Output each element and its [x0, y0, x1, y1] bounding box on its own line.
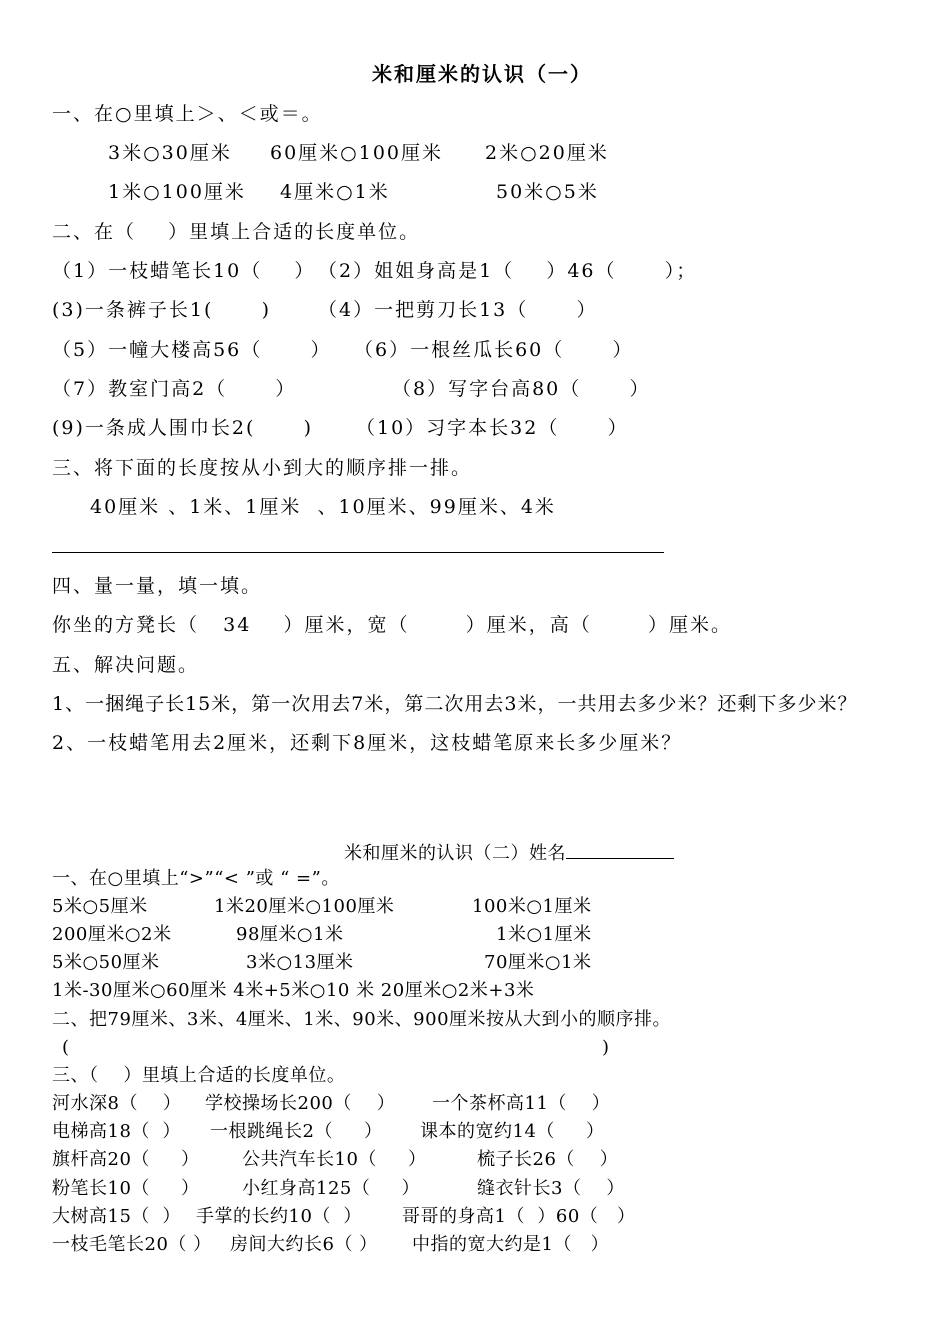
section-2-heading: 二、在（ ）里填上合适的长度单位。	[52, 221, 421, 243]
unit-question: （7）教室门高2（ ）	[52, 378, 297, 400]
worksheet-2-title-text: 米和厘米的认识（二）姓名	[344, 843, 566, 864]
measure-question: 你坐的方凳长（ 34 ）厘米，宽（ ）厘米，高（ ）厘米。	[52, 614, 733, 636]
unit-question: （6）一根丝瓜长60（ ）	[354, 339, 634, 361]
unit-question: 一根跳绳长2（ ）	[210, 1121, 383, 1142]
compare-item: 200厘米○2米	[52, 924, 172, 945]
unit-question: 河水深8（ ）	[52, 1093, 182, 1114]
word-problem: 2、一枝蜡笔用去2厘米，还剩下8厘米，这枝蜡笔原来长多少厘米？	[52, 732, 683, 754]
worksheet-2-title	[344, 840, 674, 865]
answer-open-paren: (	[62, 1037, 70, 1058]
unit-question: （10）习字本长32（ ）	[356, 417, 629, 439]
unit-question: （4）一把剪刀长13（ ）	[318, 299, 598, 321]
unit-question: 梳子长26（ ）	[477, 1149, 619, 1170]
compare-item: 50米○5米	[496, 181, 599, 203]
compare-item: 3米○30厘米	[108, 142, 232, 164]
answer-close-paren: )	[602, 1037, 610, 1058]
compare-item: 5米○5厘米	[52, 896, 148, 917]
compare-item: 5米○50厘米	[52, 952, 160, 973]
unit-question: （5）一幢大楼高56（ ）	[52, 339, 332, 361]
name-blank[interactable]	[566, 840, 674, 859]
compare-item: 2米○20厘米	[485, 142, 609, 164]
compare-item: 98厘米○1米	[236, 924, 344, 945]
unit-question: 学校操场长200（ ）	[205, 1093, 396, 1114]
unit-question: 课本的宽约14（ ）	[420, 1121, 605, 1142]
unit-question: 旗杆高20（ ）	[52, 1149, 200, 1170]
unit-question: 一个茶杯高11（ ）	[432, 1093, 611, 1114]
unit-question: 缝衣针长3（ ）	[477, 1178, 625, 1199]
answer-line[interactable]	[52, 552, 664, 553]
section-4-heading: 四、量一量，填一填。	[52, 575, 263, 597]
unit-question: 房间大约长6（ ）	[230, 1234, 378, 1255]
compare-item: 1米20厘米○100厘米	[214, 896, 395, 917]
section-1-heading: 一、在○里填上＞、＜或＝。	[52, 103, 323, 125]
compare-item: 70厘米○1米	[484, 952, 592, 973]
compare-item: 100米○1厘米	[472, 896, 592, 917]
word-problem: 1、一捆绳子长15米，第一次用去7米，第二次用去3米，一共用去多少米？还剩下多少米？	[52, 693, 858, 715]
section-3-heading: 三、（ ）里填上合适的长度单位。	[52, 1065, 346, 1086]
section-2-heading: 二、把79厘米、3米、4厘米、1米、90米、900厘米按从大到小的顺序排。	[52, 1009, 672, 1030]
unit-question: （1）一枝蜡笔长10（ ）	[52, 260, 316, 282]
section-1-heading: 一、在○里填上“>”“< ”或 “ =”。	[52, 868, 340, 889]
compare-item: 4厘米○1米	[280, 181, 390, 203]
length-list: 40厘米 、1米、1厘米 、10厘米、99厘米、4米	[90, 496, 556, 518]
unit-question: (3)一条裤子长1( )	[52, 299, 272, 321]
unit-question: 公共汽车长10（ ）	[242, 1149, 427, 1170]
unit-question: 电梯高18（ ）	[52, 1121, 181, 1142]
worksheet-1-title: 米和厘米的认识（一）	[372, 62, 592, 86]
unit-question: 粉笔长10（ ）	[52, 1178, 200, 1199]
compare-item: 1米○100厘米	[108, 181, 246, 203]
unit-question: （2）姐姐身高是1（ ）46（ ）；	[318, 260, 698, 282]
unit-question: （8）写字台高80（ ）	[392, 378, 651, 400]
unit-question: 手掌的长约10（ ）	[196, 1206, 362, 1227]
unit-question: 哥哥的身高1（ ）60（ ）	[402, 1206, 636, 1227]
compare-item: 60厘米○100厘米	[270, 142, 444, 164]
compare-item: 1米○1厘米	[496, 924, 592, 945]
unit-question: (9)一条成人围巾长2( )	[52, 417, 314, 439]
unit-question: 一枝毛笔长20（ ）	[52, 1234, 212, 1255]
unit-question: 小红身高125（ ）	[242, 1178, 420, 1199]
compare-item: 1米-30厘米○60厘米 4米+5米○10 米 20厘米○2米+3米	[52, 980, 535, 1001]
unit-question: 大树高15（ ）	[52, 1206, 181, 1227]
unit-question: 中指的宽大约是1（ ）	[412, 1234, 610, 1255]
compare-item: 3米○13厘米	[246, 952, 354, 973]
section-3-heading: 三、将下面的长度按从小到大的顺序排一排。	[52, 457, 473, 479]
section-5-heading: 五、解决问题。	[52, 654, 200, 676]
